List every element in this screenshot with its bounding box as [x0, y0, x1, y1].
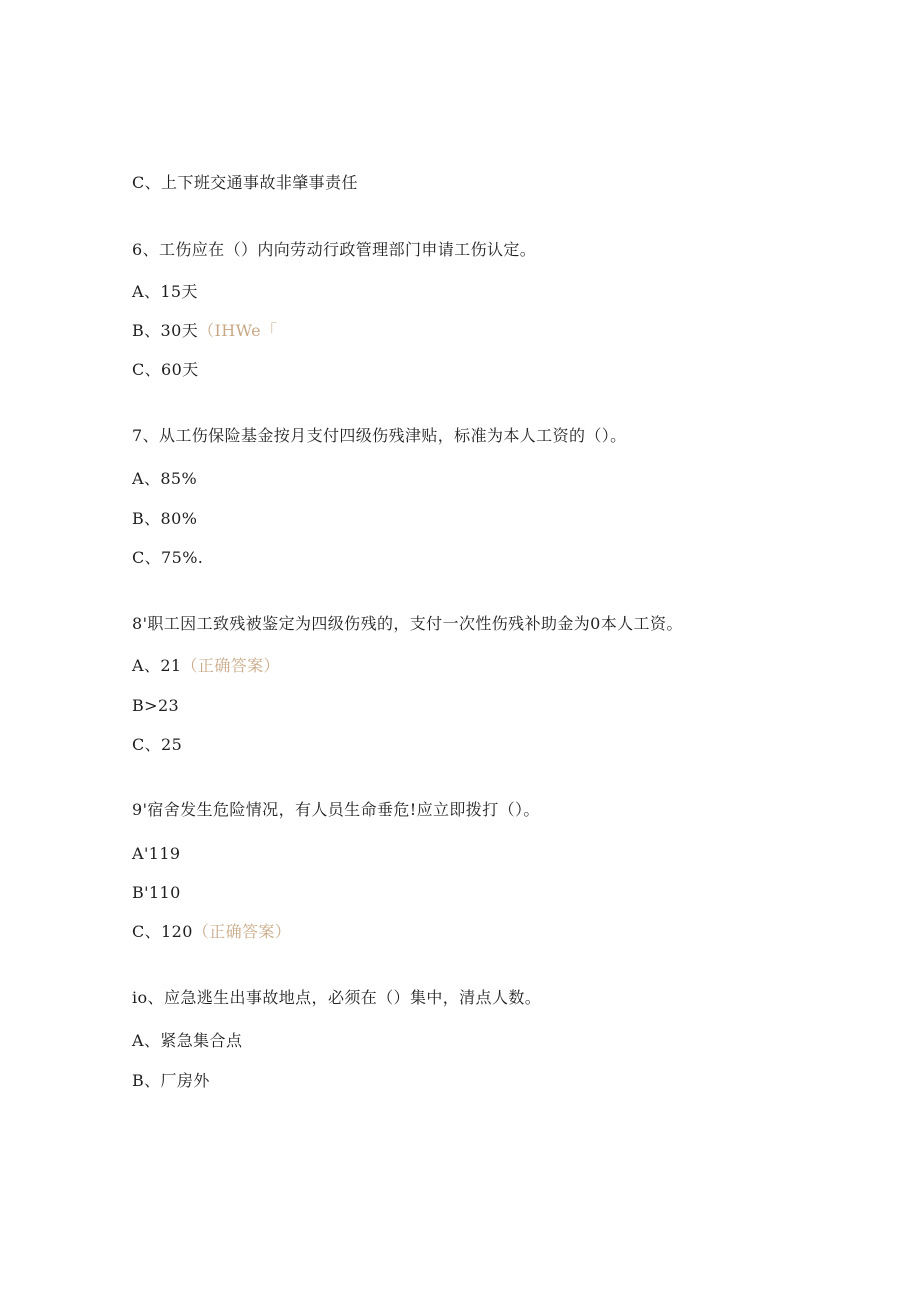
line-text: C、60天: [132, 360, 199, 379]
line-text: 8'职工因工致残被鉴定为四级伤残的，支付一次性伤残补助金为0本人工资。: [132, 614, 683, 633]
option-line: [132, 469, 197, 489]
line-text: B、80%: [132, 509, 198, 528]
question-line: [132, 800, 540, 820]
answer-mark: （正确答案）: [192, 922, 292, 941]
option-line: [132, 922, 291, 942]
line-text: io、应急逃生出事故地点，必须在（）集中，清点人数。: [132, 988, 542, 1007]
line-text: C、上下班交通事故非肇事责任: [132, 173, 358, 192]
line-text: C、120: [132, 922, 193, 941]
option-line: [132, 735, 182, 755]
line-text: A'119: [132, 844, 181, 863]
line-text: A、紧急集合点: [132, 1031, 243, 1050]
question-line: [132, 240, 536, 260]
option-line: [132, 656, 280, 676]
line-text: 6、工伤应在（）内向劳动行政管理部门申请工伤认定。: [132, 240, 537, 259]
line-text: B>23: [132, 696, 180, 715]
option-line: [132, 1031, 242, 1051]
line-text: B、30天: [132, 321, 199, 340]
line-text: A、85%: [132, 469, 198, 488]
option-line: [132, 1071, 210, 1091]
line-text: B'110: [132, 883, 181, 902]
option-line: [132, 321, 277, 341]
line-text: 9'宿舍发生危险情况，有人员生命垂危!应立即拨打（）。: [132, 800, 540, 819]
question-line: [132, 614, 683, 634]
option-line: [132, 844, 181, 864]
line-text: B、厂房外: [132, 1071, 210, 1090]
line-text: A、21: [132, 656, 182, 675]
line-text: C、75%.: [132, 548, 204, 567]
option-line: [132, 509, 197, 529]
question-line: [132, 988, 541, 1008]
answer-mark: （正确答案）: [181, 656, 280, 675]
answer-mark: （IHWe「: [198, 321, 278, 340]
line-text: C、25: [132, 735, 183, 754]
option-line: [132, 883, 181, 903]
option-line: [132, 282, 198, 302]
line-text: A、15天: [132, 282, 198, 301]
line-text: 7、从工伤保险基金按月支付四级伤残津贴，标准为本人工资的（）。: [132, 426, 627, 445]
option-line: [132, 548, 203, 568]
option-line: [132, 360, 199, 380]
option-line: [132, 173, 358, 193]
question-line: [132, 426, 627, 446]
option-line: [132, 696, 179, 716]
